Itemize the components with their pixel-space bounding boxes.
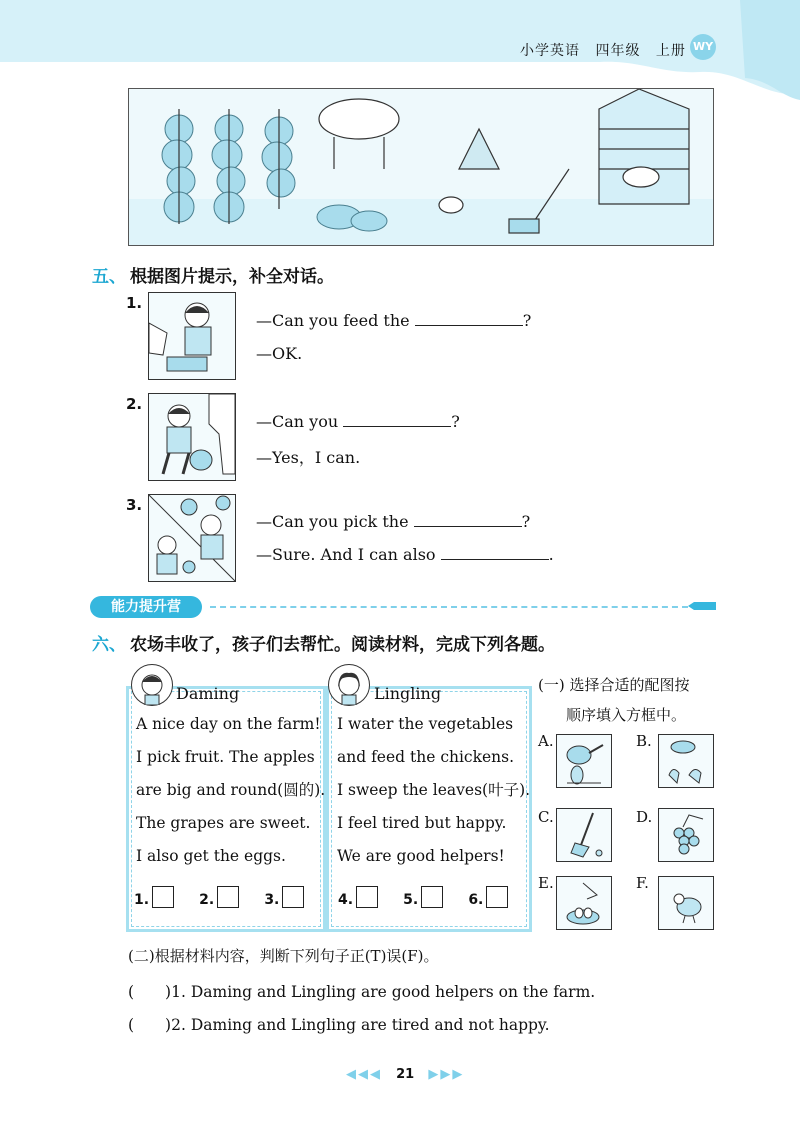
- option-b-picture: [658, 734, 714, 788]
- answer-label: 5.: [403, 892, 419, 908]
- answer-box[interactable]: [486, 886, 508, 908]
- option-d-picture: [658, 808, 714, 862]
- passage-line: We are good helpers!: [337, 847, 505, 865]
- question-number: 2.: [126, 395, 143, 413]
- passage-line: I pick fruit. The apples: [136, 748, 315, 766]
- dialogue-text: —Can you feed the: [256, 311, 415, 330]
- passage-line: I feel tired but happy.: [337, 814, 507, 832]
- eggs-icon: [557, 877, 611, 929]
- option-label: D.: [636, 808, 653, 826]
- feeding-chickens-icon: [659, 735, 713, 787]
- passage-line: and feed the chickens.: [337, 748, 515, 766]
- right-arrows-icon: ▶▶▶: [428, 1067, 465, 1082]
- dialogue-line: [256, 445, 360, 468]
- daming-avatar: [131, 664, 173, 706]
- watering-can-icon: [557, 735, 611, 787]
- part-1-line: (一) 选择合适的配图按: [538, 676, 690, 694]
- passage-line: I water the vegetables: [337, 715, 514, 733]
- feed-cow-picture: [148, 292, 236, 380]
- daming-passage: [136, 708, 325, 873]
- answer-parenthesis[interactable]: ( ): [128, 1016, 172, 1034]
- section-6-title: [92, 630, 555, 655]
- dialogue-text: —Yes，I can.: [256, 448, 361, 467]
- dialogue-text: ?: [522, 311, 532, 330]
- daming-name: Daming: [176, 684, 240, 703]
- section-5-title: [92, 262, 334, 287]
- answer-blank[interactable]: [441, 545, 549, 560]
- answer-blank[interactable]: [415, 311, 523, 326]
- lingling-answer-row: [338, 886, 508, 908]
- dialogue-line: [256, 412, 460, 431]
- milk-cow-picture: [148, 393, 236, 481]
- pick-fruit-picture: [148, 494, 236, 582]
- judgment-text: 2. Daming and Lingling are tired and not happy.: [171, 1016, 550, 1034]
- pencil-icon: [688, 601, 716, 611]
- lingling-avatar: [328, 664, 370, 706]
- answer-box[interactable]: [282, 886, 304, 908]
- option-c-picture: [556, 808, 612, 862]
- option-label: A.: [538, 732, 554, 750]
- answer-parenthesis[interactable]: ( ): [128, 983, 172, 1001]
- dialogue-text: —Can you: [256, 412, 344, 431]
- girl-face-icon: [329, 665, 369, 705]
- dialogue-line: [256, 512, 530, 531]
- dialogue-text: —Sure. And I can also: [256, 545, 441, 564]
- question-number: 1.: [126, 294, 143, 312]
- option-label: C.: [538, 808, 554, 826]
- answer-box[interactable]: [152, 886, 174, 908]
- section-6-instruction: 农场丰收了，孩子们去帮忙。阅读材料，完成下列各题。: [130, 635, 555, 655]
- part-2-instruction: (二)根据材料内容，判断下列句子正(T)误(F)。: [128, 947, 439, 965]
- header-subject: 小学英语: [520, 43, 580, 59]
- page-number: 21: [396, 1067, 415, 1082]
- answer-label: 2.: [199, 892, 215, 908]
- option-a-picture: [556, 734, 612, 788]
- farm-illustration: [128, 88, 714, 246]
- boy-face-icon: [132, 665, 172, 705]
- option-e-picture: [556, 876, 612, 930]
- dialogue-text: ?: [451, 412, 460, 431]
- part-1-instruction: [538, 670, 689, 730]
- chicken-icon: [659, 877, 713, 929]
- answer-label: 3.: [264, 892, 280, 908]
- answer-box[interactable]: [421, 886, 443, 908]
- dialogue-line: [256, 311, 531, 330]
- header-term: 上册: [655, 43, 686, 59]
- answer-box[interactable]: [356, 886, 378, 908]
- passage-line: A nice day on the farm!: [136, 715, 321, 733]
- dialogue-text: —Can you pick the: [256, 512, 414, 531]
- daming-answer-row: [134, 886, 304, 908]
- dialogue-text: —OK.: [256, 344, 303, 363]
- boy-milking-icon: [149, 394, 235, 480]
- answer-blank[interactable]: [343, 412, 451, 427]
- judgment-row: [128, 980, 595, 1002]
- dialogue-text: ?: [521, 512, 531, 531]
- answer-label: 1.: [134, 892, 150, 908]
- dialogue-line: [256, 344, 302, 363]
- option-label: F.: [636, 874, 649, 892]
- dialogue-line: [256, 545, 554, 564]
- boy-feeding-icon: [149, 293, 235, 379]
- passage-line: I sweep the leaves(叶子).: [337, 781, 531, 799]
- passage-line: I also get the eggs.: [136, 847, 286, 865]
- option-label: E.: [538, 874, 554, 892]
- judgment-text: 1. Daming and Lingling are good helpers on the farm.: [171, 983, 596, 1001]
- boys-picking-icon: [149, 495, 235, 581]
- passage-line: The grapes are sweet.: [136, 814, 311, 832]
- answer-label: 4.: [338, 892, 354, 908]
- answer-blank[interactable]: [414, 512, 522, 527]
- option-label: B.: [636, 732, 652, 750]
- ability-label: 能力提升营: [90, 596, 202, 618]
- dashed-divider: [210, 606, 688, 608]
- broom-icon: [557, 809, 611, 861]
- grapes-icon: [659, 809, 713, 861]
- section-5-number: 五、: [92, 267, 126, 287]
- answer-box[interactable]: [217, 886, 239, 908]
- lingling-passage: [337, 708, 530, 873]
- answer-label: 6.: [468, 892, 484, 908]
- dialogue-text: .: [548, 545, 554, 564]
- header-grade: 四年级: [595, 43, 641, 59]
- left-arrows-icon: ◀◀◀: [346, 1067, 382, 1082]
- passage-line: are big and round(圆的).: [136, 781, 326, 799]
- option-f-picture: [658, 876, 714, 930]
- part-1-line: 顺序填入方框中。: [566, 706, 687, 724]
- lingling-name: Lingling: [374, 684, 442, 703]
- wy-badge: WY: [690, 34, 716, 60]
- farm-scene-icon: [129, 89, 713, 245]
- judgment-row: [128, 1013, 550, 1035]
- section-5-instruction: 根据图片提示，补全对话。: [130, 267, 334, 287]
- page-footer: [346, 1067, 464, 1082]
- page-header: [520, 40, 696, 60]
- question-number: 3.: [126, 496, 143, 514]
- section-6-number: 六、: [92, 635, 126, 655]
